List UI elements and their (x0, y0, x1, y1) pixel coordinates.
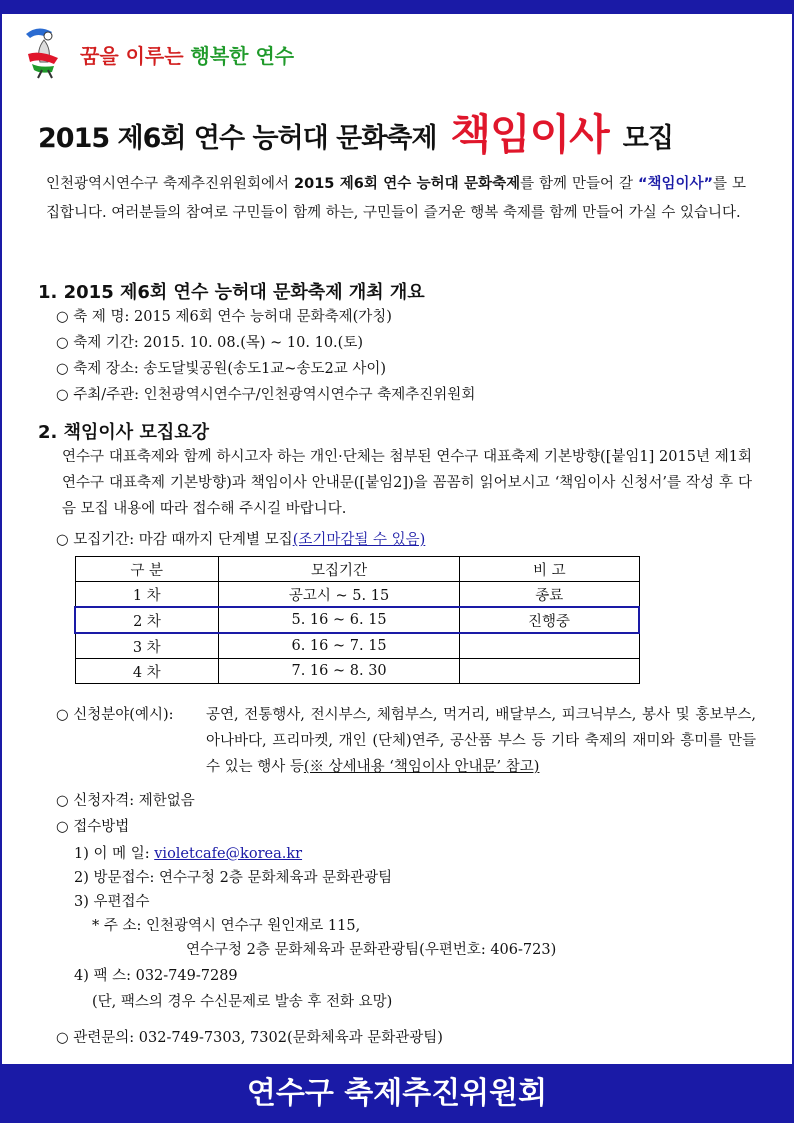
qualification: ○ 신청자격: 제한없음 (56, 793, 195, 809)
period-line: ○ 모집기간: 마감 때까지 단계별 모집(조기마감될 수 있음) (56, 532, 426, 548)
mail-line: 3) 우편접수 (74, 894, 150, 910)
table-row: 1 차 공고시 ~ 5. 15 종료 (75, 582, 639, 608)
section2-heading: 2. 책임이사 모집요강 (38, 422, 209, 443)
address-line-2: 연수구청 2층 문화체육과 문화관광팀(우편번호: 406-723) (186, 942, 557, 958)
overview-item: ○ 축 제 명: 2015 제6회 연수 능허대 문화축제(가칭) (56, 309, 392, 325)
top-bar (0, 0, 794, 14)
schedule-table (74, 556, 640, 684)
visit-line: 2) 방문접수: 연수구청 2층 문화체육과 문화관광팀 (74, 870, 393, 886)
early-close-note: (조기마감될 수 있음) (292, 532, 426, 548)
overview-item: ○ 주최/주관: 인천광역시연수구/인천광역시연수구 축제추진위원회 (56, 387, 476, 403)
intro-paragraph: 인천광역시연수구 축제추진위원회에서 2015 제6회 연수 능허대 문화축제를 함께 만들어 갈 “책임이사”를 모집합니다. 여러분들의 참여로 구민들이 함께 하는, 구민들이 즐거운 행복 축제를 함께 만들어 가실 수 있습니다. (46, 176, 746, 221)
crane-mascot-logo (18, 24, 78, 80)
table-row-highlighted: 2 차 5. 16 ~ 6. 15 진행중 (75, 607, 639, 633)
table-header-row: 구 분 모집기간 비 고 (75, 557, 639, 582)
overview-item: ○ 축제 장소: 송도달빛공원(송도1교~송도2교 사이) (56, 361, 387, 377)
contact-line: ○ 관련문의: 032-749-7303, 7302(문화체육과 문화관광팀) (56, 1030, 443, 1046)
fax-line: 4) 팩 스: 032-749-7289 (74, 968, 238, 984)
email-link[interactable]: violetcafe@korea.kr (154, 846, 303, 862)
section2-paragraph: 연수구 대표축제와 함께 하시고자 하는 개인·단체는 첨부된 연수구 대표축제 기본방향([붙임1] 2015년 제1회 연수구 대표축제 기본방향)과 책임이사 안내문([붙임2])을 꼼꼼히 읽어보시고 ‘책임이사 신청서’를 작성 후 다음 모집 내용에 따라 접수해 주시길 바랍니다. (62, 449, 752, 517)
method-title: ○ 접수방법 (56, 819, 130, 835)
title-highlight: 책임이사 (450, 110, 609, 159)
table-row: 4 차 7. 16 ~ 8. 30 (75, 659, 639, 684)
overview-item: ○ 축제 기간: 2015. 10. 08.(목) ~ 10. 10.(토) (56, 335, 363, 351)
application-field: ○ 신청분야(예시): 공연, 전통행사, 전시부스, 체험부스, 먹거리, 배달부스, 피크닉부스, 봉사 및 홍보부스, 아나바다, 프리마켓, 개인 (단체)연주, 공산품 부스 등 기타 축제의 재미와 흥미를 만들 수 있는 행사 등(※ 상세내용 ‘책임이사 안내문’ 참고) (56, 707, 756, 775)
page-title: 2015 제6회 연수 능허대 문화축제 책임이사 모집 (38, 110, 673, 159)
slogan: 꿈을 이루는 행복한 연수 (80, 44, 295, 68)
email-line: 1) 이 메 일: violetcafe@korea.kr (74, 846, 303, 862)
address-line-1: * 주 소: 인천광역시 연수구 원인재로 115, (92, 918, 361, 934)
footer-banner: 연수구 축제추진위원회 (0, 1064, 794, 1123)
table-row: 3 차 6. 16 ~ 7. 15 (75, 633, 639, 659)
fax-note: (단, 팩스의 경우 수신문제로 발송 후 전화 요망) (92, 994, 393, 1010)
section1-heading: 1. 2015 제6회 연수 능허대 문화축제 개최 개요 (38, 282, 425, 303)
